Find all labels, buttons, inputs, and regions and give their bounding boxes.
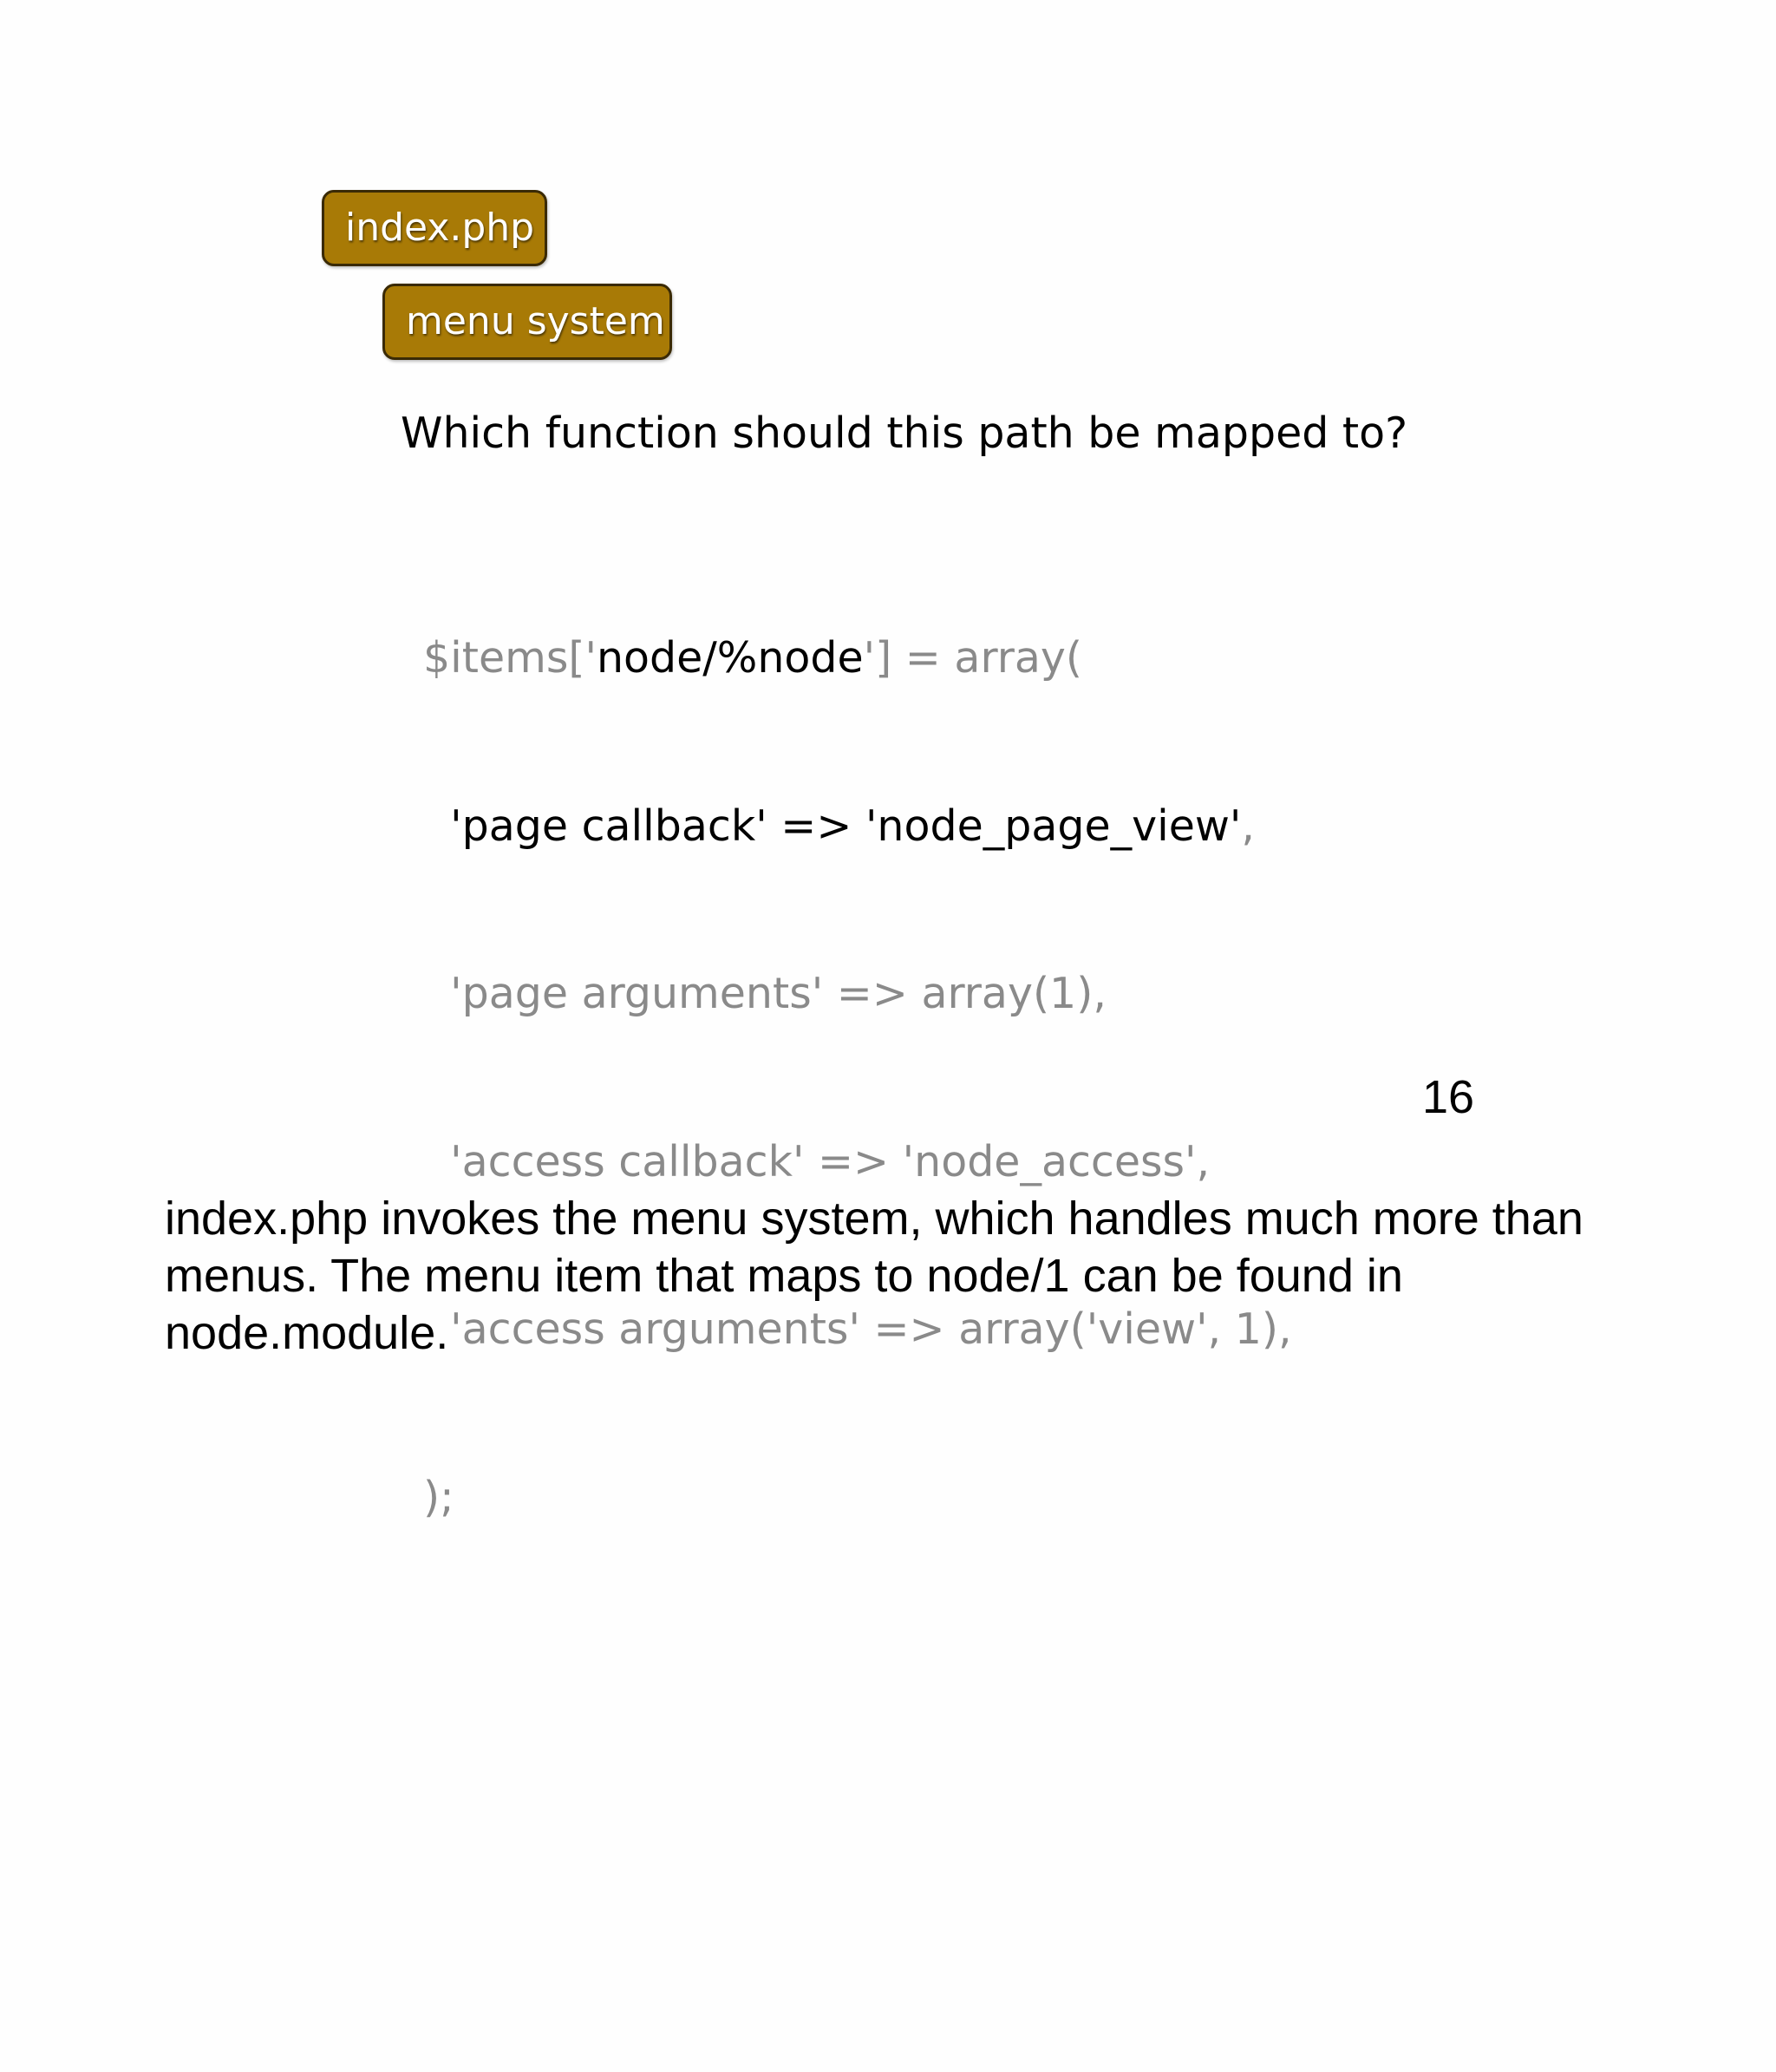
code-line-1-pre: $items[' <box>423 633 597 683</box>
code-line-3: 'page arguments' => array(1), <box>423 969 1107 1018</box>
speaker-notes: index.php invokes the menu system, which handles much more than menus. The menu item that maps to node/1 can be found in node.module. <box>165 1193 1583 1359</box>
code-line-5: 'access arguments' => array('view', 1), <box>423 1304 1292 1354</box>
code-line-2 <box>423 799 1292 855</box>
code-line-2-indent <box>423 801 450 851</box>
code-line-1-post: '] = array( <box>863 633 1083 683</box>
code-line-1 <box>423 631 1292 687</box>
code-path-key: node/%node <box>597 633 864 683</box>
menu-system-tag: menu system <box>382 284 672 360</box>
slide-question: Which function should this path be mapped to? <box>401 409 1408 458</box>
code-line-4: 'access callback' => 'node_access', <box>423 1136 1211 1186</box>
code-page-callback: 'page callback' => 'node_page_view' <box>450 801 1242 851</box>
code-line-6: ); <box>423 1472 454 1522</box>
code-line-2-post: , <box>1241 801 1255 851</box>
code-block <box>423 519 1292 1637</box>
index-php-tag: index.php <box>322 190 547 266</box>
slide-number: 16 <box>1422 1071 1475 1123</box>
